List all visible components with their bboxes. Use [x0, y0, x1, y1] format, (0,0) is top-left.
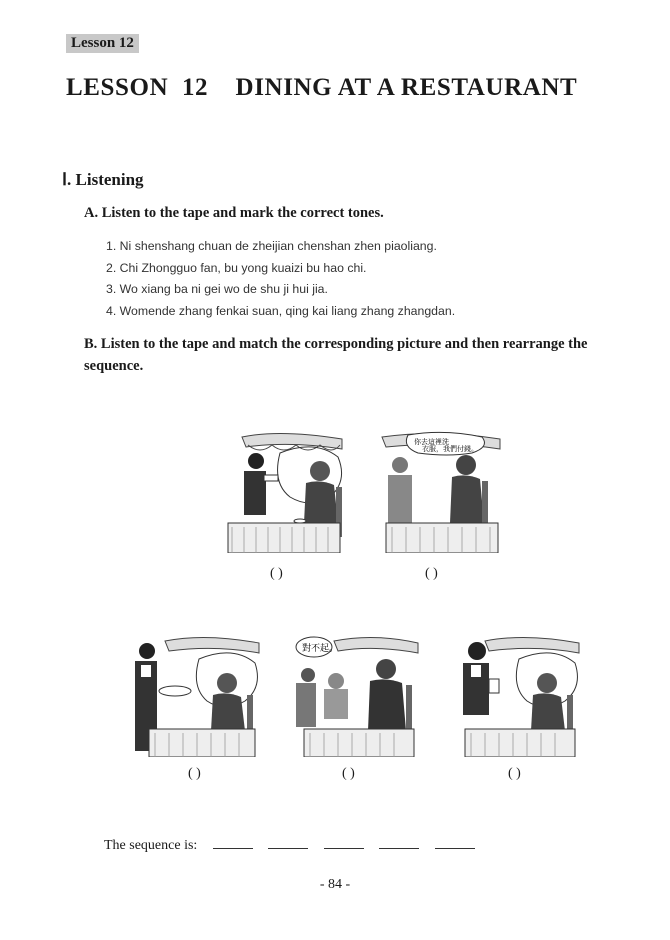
sequence-blank[interactable] — [324, 836, 364, 849]
illustration-waiter-bill — [378, 431, 503, 553]
speech-bubble-text: 對不起。 — [302, 644, 339, 654]
sequence-label: The sequence is: — [104, 838, 198, 853]
lesson-tag: Lesson 12 — [66, 34, 139, 53]
list-item: 3. Wo xiang ba ni gei wo de shu ji hui jia. — [106, 282, 328, 296]
part-a-heading: A. Listen to the tape and mark the correct tones. — [84, 205, 384, 221]
tone-exercise-list — [106, 236, 455, 322]
page-number: - 84 - — [319, 877, 351, 892]
part-b-heading: B. Listen to the tape and match the corresponding picture and then rearrange the sequence. — [84, 336, 588, 374]
illustration-waiter-serving — [220, 431, 345, 553]
list-item: 4. Womende zhang fenkai suan, qing kai liang zhang zhangdan. — [106, 303, 456, 318]
speech-bubble-text-line1: 你去這裡洗 — [414, 438, 449, 446]
answer-blank[interactable]: ( ) — [270, 566, 283, 581]
sequence-blank[interactable] — [379, 836, 419, 849]
section-heading-listening: Ⅰ. Listening — [62, 170, 144, 189]
speech-bubble-text-line2: 衣服，我們付錢。 — [422, 445, 478, 453]
answer-blank[interactable]: ( ) — [188, 766, 201, 781]
answer-blank[interactable]: ( ) — [342, 766, 355, 781]
sequence-blank[interactable] — [213, 836, 253, 849]
sequence-line — [104, 836, 475, 854]
illustration-waiter-plate — [135, 635, 261, 757]
list-item: 2. Chi Zhongguo fan, bu yong kuaizi bu hao chi. — [106, 260, 367, 275]
page-title: LESSON 12 DINING AT A RESTAURANT — [66, 74, 578, 101]
list-item: 1. Ni shenshang chuan de zheijian chenshan zhen piaoliang. — [106, 239, 437, 253]
answer-blank[interactable]: ( ) — [508, 766, 521, 781]
answer-blank[interactable]: ( ) — [425, 566, 438, 581]
sequence-blank[interactable] — [435, 836, 475, 849]
illustration-waiter-order — [455, 635, 581, 757]
illustration-apology — [294, 635, 420, 757]
sequence-blank[interactable] — [268, 836, 308, 849]
